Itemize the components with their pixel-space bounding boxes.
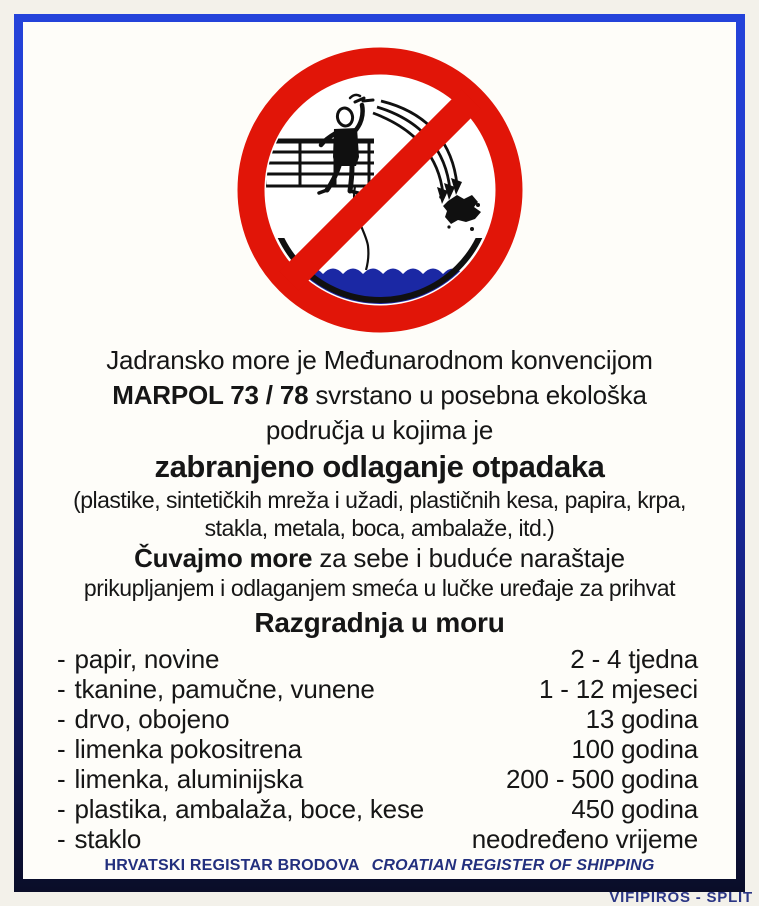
dash-bullet: - (57, 644, 66, 674)
decomposition-title: Razgradnja u moru (254, 607, 505, 638)
dash-bullet: - (57, 704, 66, 734)
footer-croatian-label: HRVATSKI REGISTAR BRODOVA (104, 857, 360, 874)
no-dumping-pictogram (234, 45, 526, 335)
ban-detail-line-2: stakla, metala, boca, ambalaže, itd.) (204, 515, 555, 541)
dash-bullet: - (57, 794, 66, 824)
time-value: 100 godina (571, 734, 698, 764)
material-label: papir, novine (74, 644, 220, 674)
ban-heading: zabranjeno odlaganje otpadaka (154, 449, 605, 484)
appeal-line-2: prikupljanjem i odlaganjem smeća u lučke uređaje za prihvat (83, 575, 676, 601)
material-label: staklo (74, 824, 142, 854)
material-label: plastika, ambalaža, boce, kese (74, 794, 425, 824)
material-label: tkanine, pamučne, vunene (74, 674, 375, 704)
dash-bullet: - (57, 734, 66, 764)
intro-line-1: Jadransko more je Međunarodnom konvencijom (106, 345, 653, 375)
time-value: 13 godina (585, 704, 698, 734)
list-item (57, 644, 698, 674)
material-label: limenka pokositrena (74, 734, 302, 764)
list-item (57, 734, 698, 764)
material-label: limenka, aluminijska (74, 764, 304, 794)
intro-line-2 (23, 378, 736, 413)
intro-line-2-rest: svrstano u posebna ekološka (308, 380, 647, 410)
decomposition-list (23, 644, 736, 854)
intro-text (23, 343, 736, 448)
intro-line-3: područja u kojima je (265, 415, 494, 445)
dash-bullet: - (57, 674, 66, 704)
printer-imprint: VIFIPIROS - SPLIT (609, 889, 753, 906)
time-value: 2 - 4 tjedna (570, 644, 698, 674)
list-item (57, 704, 698, 734)
time-value: 450 godina (571, 794, 698, 824)
appeal-line-1 (23, 542, 736, 575)
list-item (57, 824, 698, 854)
marpol-label: MARPOL 73 / 78 (112, 380, 309, 410)
list-item (57, 764, 698, 794)
material-label: drvo, obojeno (74, 704, 230, 734)
time-value: 1 - 12 mjeseci (538, 674, 698, 704)
appeal-rest: za sebe i buduće naraštaje (312, 543, 625, 573)
dash-bullet: - (57, 824, 66, 854)
register-footer (105, 857, 655, 875)
list-item (57, 674, 698, 704)
time-value: 200 - 500 godina (506, 764, 698, 794)
dash-bullet: - (57, 764, 66, 794)
sign-body (23, 22, 736, 879)
time-value: neodređeno vrijeme (471, 824, 698, 854)
ban-detail-line-1: (plastike, sintetičkih mreža i užadi, plastičnih kesa, papira, krpa, (73, 487, 686, 513)
footer-english-label: CROATIAN REGISTER OF SHIPPING (371, 857, 655, 874)
appeal-bold: Čuvajmo more (134, 543, 313, 573)
list-item (57, 794, 698, 824)
sign-frame (14, 14, 745, 892)
